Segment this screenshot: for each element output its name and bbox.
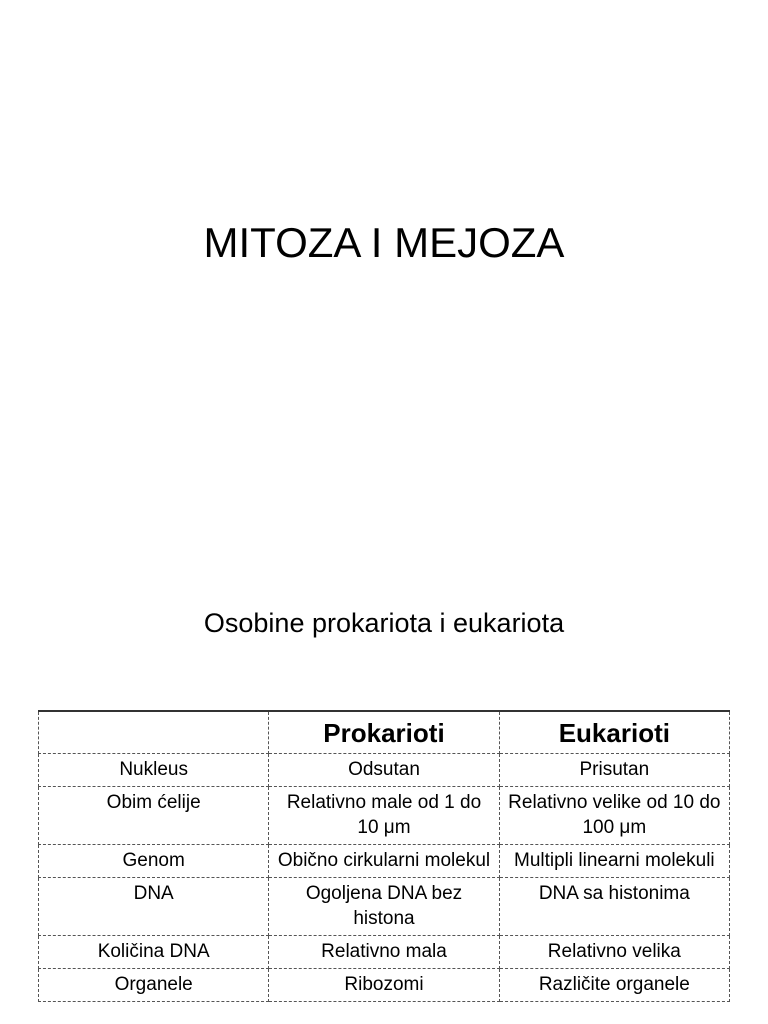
table-cell-eukarioti: Multipli linearni molekuli (499, 845, 729, 878)
table-cell-prokarioti: Ogoljena DNA bez histona (269, 878, 499, 936)
table-header-row (39, 711, 730, 754)
table-row (39, 845, 730, 878)
table-header-empty (39, 711, 269, 754)
table-cell-feature: Količina DNA (39, 936, 269, 969)
table-cell-prokarioti: Relativno male od 1 do 10 μm (269, 787, 499, 845)
table-cell-eukarioti: Relativno velika (499, 936, 729, 969)
comparison-table (38, 710, 730, 1002)
table-cell-feature: Genom (39, 845, 269, 878)
table-row (39, 787, 730, 845)
table-cell-prokarioti: Obično cirkularni molekul (269, 845, 499, 878)
table-cell-prokarioti: Relativno mala (269, 936, 499, 969)
table-header-eukarioti: Eukarioti (499, 711, 729, 754)
table-cell-prokarioti: Odsutan (269, 754, 499, 787)
table-row (39, 969, 730, 1002)
table-row (39, 754, 730, 787)
section-title: Osobine prokariota i eukariota (203, 608, 565, 638)
table-cell-eukarioti: Prisutan (499, 754, 729, 787)
table-cell-feature: Obim ćelije (39, 787, 269, 845)
page-title: MITOZA I MEJOZA (203, 219, 565, 266)
table-cell-eukarioti: DNA sa histonima (499, 878, 729, 936)
table-cell-feature: Organele (39, 969, 269, 1002)
table-cell-feature: DNA (39, 878, 269, 936)
table-row (39, 936, 730, 969)
table-cell-prokarioti: Ribozomi (269, 969, 499, 1002)
table-header-prokarioti: Prokarioti (269, 711, 499, 754)
table-cell-feature: Nukleus (39, 754, 269, 787)
table-cell-eukarioti: Relativno velike od 10 do 100 μm (499, 787, 729, 845)
table-row (39, 878, 730, 936)
table-cell-eukarioti: Različite organele (499, 969, 729, 1002)
